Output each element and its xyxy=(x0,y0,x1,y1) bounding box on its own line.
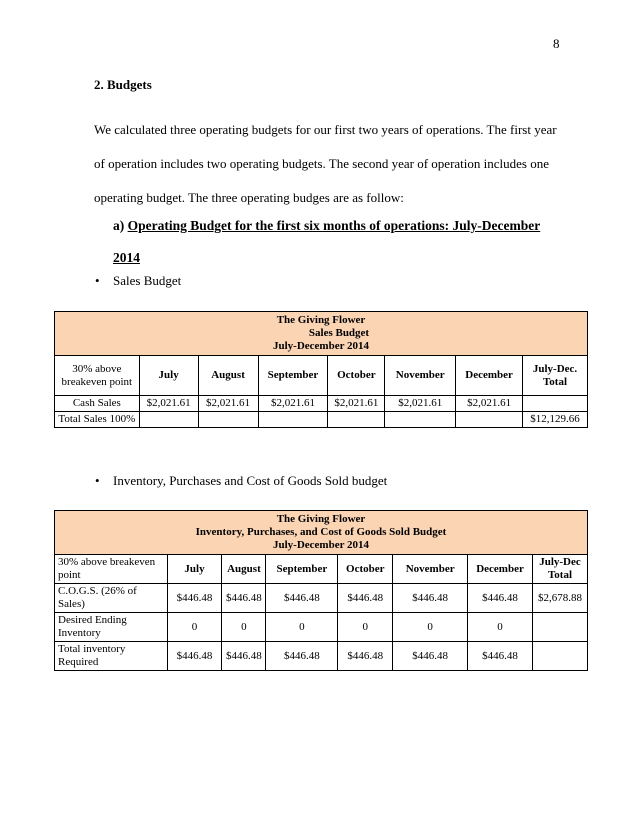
cell: $446.48 xyxy=(393,584,468,613)
cell xyxy=(328,412,385,428)
subsection-marker: a) xyxy=(113,218,125,233)
cell: $12,129.66 xyxy=(523,412,588,428)
table-row xyxy=(55,396,588,412)
cell xyxy=(523,396,588,412)
table-header-row xyxy=(55,312,588,356)
col-header: August xyxy=(222,555,266,584)
cell: $446.48 xyxy=(266,642,338,671)
bullet-dot: • xyxy=(95,273,100,288)
row-label: Total Sales 100% xyxy=(55,412,140,428)
col-header: October xyxy=(338,555,393,584)
column-header-row xyxy=(55,555,588,584)
row-label: C.O.G.S. (26% of Sales) xyxy=(55,584,168,613)
bullet-label: Sales Budget xyxy=(113,273,182,288)
cell: 0 xyxy=(468,613,533,642)
col-header: October xyxy=(328,356,385,396)
cell: $446.48 xyxy=(167,584,222,613)
cell xyxy=(532,613,587,642)
cell xyxy=(532,642,587,671)
cell: 0 xyxy=(393,613,468,642)
page-number: 8 xyxy=(553,36,560,51)
row-label: Desired Ending Inventory xyxy=(55,613,168,642)
col-header: July-Dec. Total xyxy=(523,356,588,396)
cell: $2,021.61 xyxy=(328,396,385,412)
table-row xyxy=(55,613,588,642)
bullet-sales-budget xyxy=(95,273,181,289)
cell: $446.48 xyxy=(167,642,222,671)
table-header-row xyxy=(55,511,588,555)
table-company: The Giving Flower xyxy=(276,314,366,326)
cell: 0 xyxy=(222,613,266,642)
cell: $2,021.61 xyxy=(139,396,198,412)
row-header-label: 30% above breakeven point xyxy=(55,555,168,584)
subsection-heading xyxy=(113,210,553,274)
bullet-label: Inventory, Purchases and Cost of Goods Sold budget xyxy=(113,473,388,488)
cell: $2,021.61 xyxy=(258,396,328,412)
cell: $446.48 xyxy=(222,584,266,613)
table-row xyxy=(55,412,588,428)
table-row xyxy=(55,584,588,613)
cell: $446.48 xyxy=(222,642,266,671)
sales-budget-table xyxy=(54,311,588,428)
cell: $446.48 xyxy=(338,642,393,671)
table-row xyxy=(55,642,588,671)
bullet-dot: • xyxy=(95,473,100,488)
col-header: July xyxy=(139,356,198,396)
table-budget-name: Inventory, Purchases, and Cost of Goods Sold Budget xyxy=(195,526,447,538)
cell xyxy=(385,412,456,428)
cell: $2,678.88 xyxy=(532,584,587,613)
cell: $446.48 xyxy=(393,642,468,671)
cell: $446.48 xyxy=(338,584,393,613)
cell: $2,021.61 xyxy=(456,396,523,412)
col-header: November xyxy=(393,555,468,584)
table-budget-name: Sales Budget xyxy=(308,327,370,339)
table-title-cell xyxy=(55,312,588,356)
cell: 0 xyxy=(167,613,222,642)
cell xyxy=(456,412,523,428)
table-company: The Giving Flower xyxy=(276,513,366,525)
cell: $446.48 xyxy=(266,584,338,613)
cell: 0 xyxy=(266,613,338,642)
col-header: December xyxy=(456,356,523,396)
cell: $2,021.61 xyxy=(385,396,456,412)
cell xyxy=(139,412,198,428)
row-label: Total inventory Required xyxy=(55,642,168,671)
cell: $446.48 xyxy=(468,584,533,613)
row-label: Cash Sales xyxy=(55,396,140,412)
col-header: December xyxy=(468,555,533,584)
col-header: September xyxy=(266,555,338,584)
table-period: July-December 2014 xyxy=(272,539,370,551)
column-header-row xyxy=(55,356,588,396)
cell: 0 xyxy=(338,613,393,642)
subsection-title: Operating Budget for the first six months of operations: July-December 2014 xyxy=(113,218,541,265)
col-header: July-Dec Total xyxy=(532,555,587,584)
cell xyxy=(198,412,258,428)
cell xyxy=(258,412,328,428)
bullet-inventory-budget xyxy=(95,473,387,489)
intro-paragraph: We calculated three operating budgets for our first two years of operations. The first year of operation includes two operating budgets. The second year of operation includes one operating budget. The three operating budges are as follow: xyxy=(94,122,557,205)
row-header-label: 30% above breakeven point xyxy=(55,356,140,396)
table-title-cell xyxy=(55,511,588,555)
col-header: September xyxy=(258,356,328,396)
col-header: November xyxy=(385,356,456,396)
inventory-budget-table xyxy=(54,510,588,671)
section-heading: 2. Budgets xyxy=(94,77,152,92)
col-header: July xyxy=(167,555,222,584)
table-period: July-December 2014 xyxy=(272,340,370,352)
cell: $2,021.61 xyxy=(198,396,258,412)
cell: $446.48 xyxy=(468,642,533,671)
col-header: August xyxy=(198,356,258,396)
